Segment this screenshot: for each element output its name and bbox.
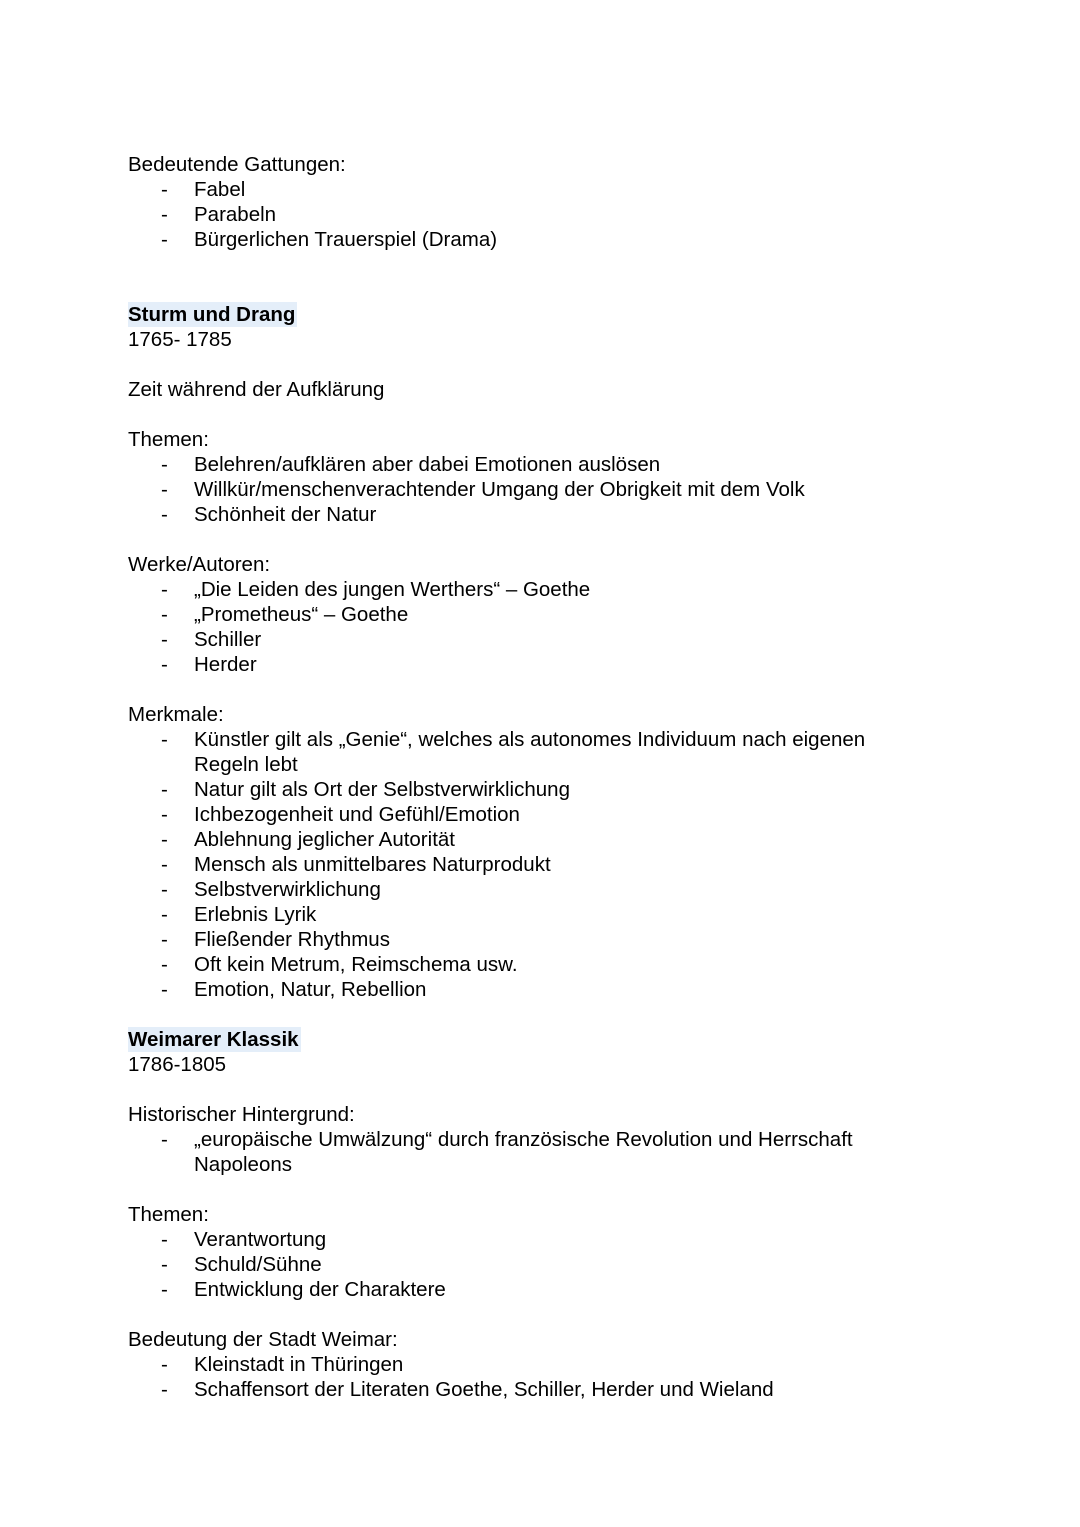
- klassik-heading: Weimarer Klassik: [128, 1028, 299, 1051]
- list-item: - Bürgerlichen Trauerspiel (Drama): [161, 228, 498, 251]
- gattungen-list: [128, 177, 928, 252]
- sturm-werke-list: [128, 577, 928, 677]
- sturm-intro: Zeit während der Aufklärung: [128, 378, 385, 401]
- sturm-merkmale-list: [128, 727, 868, 1002]
- klassik-weimar-list: [128, 1352, 928, 1402]
- list-item: - Entwicklung der Charaktere: [161, 1278, 446, 1301]
- dash-bullet: -: [161, 953, 168, 976]
- list-item: - Fließender Rhythmus: [161, 928, 390, 951]
- dash-bullet: -: [161, 1228, 168, 1251]
- sturm-themen-label: Themen:: [128, 428, 209, 451]
- dash-bullet: -: [161, 1278, 168, 1301]
- klassik-hintergrund-list: [128, 1127, 868, 1177]
- list-item: - Oft kein Metrum, Reimschema usw.: [161, 953, 518, 976]
- list-item: - Künstler gilt als „Genie“, welches als autonomes Individuum nach eigenen Regeln lebt: [161, 728, 866, 776]
- list-item: - „Die Leiden des jungen Werthers“ – Goethe: [161, 578, 591, 601]
- document-page: [128, 152, 928, 1402]
- list-item: - Kleinstadt in Thüringen: [161, 1353, 404, 1376]
- dash-bullet: -: [161, 503, 168, 526]
- dash-bullet: -: [161, 828, 168, 851]
- list-item: - Ablehnung jeglicher Autorität: [161, 828, 455, 851]
- list-item: - Parabeln: [161, 203, 277, 226]
- dash-bullet: -: [161, 803, 168, 826]
- sturm-merkmale-label: Merkmale:: [128, 703, 224, 726]
- dash-bullet: -: [161, 478, 168, 501]
- sturm-heading: Sturm und Drang: [128, 303, 296, 326]
- dash-bullet: -: [161, 178, 168, 201]
- gattungen-label: Bedeutende Gattungen:: [128, 153, 346, 176]
- dash-bullet: -: [161, 228, 168, 251]
- list-item: - Herder: [161, 653, 257, 676]
- dash-bullet: -: [161, 903, 168, 926]
- sturm-years: 1765- 1785: [128, 328, 232, 351]
- list-item: - „europäische Umwälzung“ durch französische Revolution und Herrschaft Napoleons: [161, 1128, 853, 1176]
- sturm-werke-label: Werke/Autoren:: [128, 553, 271, 576]
- list-item: - Schiller: [161, 628, 262, 651]
- dash-bullet: -: [161, 653, 168, 676]
- list-item: - Schönheit der Natur: [161, 503, 377, 526]
- list-item: - Willkür/menschenverachtender Umgang der Obrigkeit mit dem Volk: [161, 478, 805, 501]
- list-item: - Selbstverwirklichung: [161, 878, 381, 901]
- list-item: - Natur gilt als Ort der Selbstverwirklichung: [161, 778, 570, 801]
- klassik-years: 1786-1805: [128, 1053, 227, 1076]
- list-item: - Schaffensort der Literaten Goethe, Schiller, Herder und Wieland: [161, 1378, 774, 1401]
- dash-bullet: -: [161, 853, 168, 876]
- list-item: - Mensch als unmittelbares Naturprodukt: [161, 853, 551, 876]
- list-item: - Schuld/Sühne: [161, 1253, 322, 1276]
- list-item: - Ichbezogenheit und Gefühl/Emotion: [161, 803, 520, 826]
- klassik-themen-list: [128, 1227, 928, 1302]
- list-item: - „Prometheus“ – Goethe: [161, 603, 409, 626]
- list-item: - Erlebnis Lyrik: [161, 903, 317, 926]
- dash-bullet: -: [161, 1353, 168, 1376]
- klassik-themen-label: Themen:: [128, 1203, 209, 1226]
- dash-bullet: -: [161, 1128, 168, 1151]
- sturm-themen-list: [128, 452, 928, 527]
- dash-bullet: -: [161, 1253, 168, 1276]
- klassik-weimar-label: Bedeutung der Stadt Weimar:: [128, 1328, 398, 1351]
- list-item: - Emotion, Natur, Rebellion: [161, 978, 427, 1001]
- dash-bullet: -: [161, 203, 168, 226]
- dash-bullet: -: [161, 878, 168, 901]
- dash-bullet: -: [161, 603, 168, 626]
- dash-bullet: -: [161, 628, 168, 651]
- dash-bullet: -: [161, 578, 168, 601]
- dash-bullet: -: [161, 928, 168, 951]
- dash-bullet: -: [161, 1378, 168, 1401]
- list-item: - Belehren/aufklären aber dabei Emotionen auslösen: [161, 453, 661, 476]
- dash-bullet: -: [161, 978, 168, 1001]
- dash-bullet: -: [161, 778, 168, 801]
- list-item: - Verantwortung: [161, 1228, 327, 1251]
- list-item: - Fabel: [161, 178, 246, 201]
- klassik-hintergrund-label: Historischer Hintergrund:: [128, 1103, 355, 1126]
- dash-bullet: -: [161, 728, 168, 751]
- dash-bullet: -: [161, 453, 168, 476]
